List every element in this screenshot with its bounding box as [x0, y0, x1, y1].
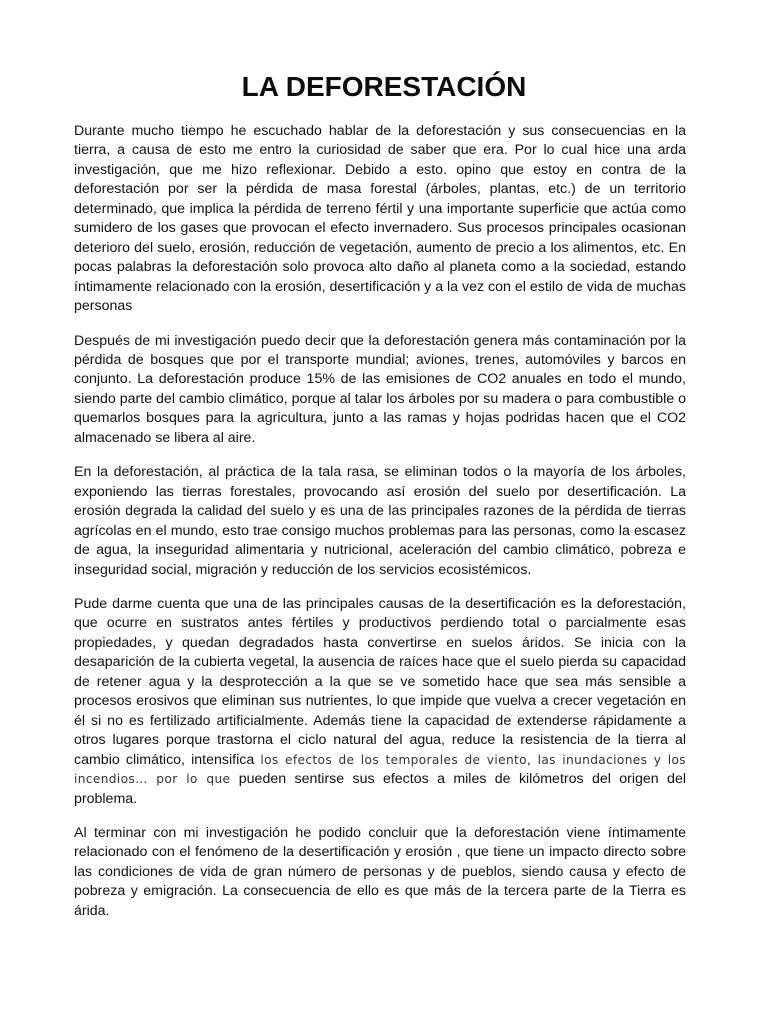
- page-title: LA DEFORESTACIÓN: [241, 71, 527, 102]
- document-body: [74, 122, 686, 936]
- paragraph-3: En la deforestación, al práctica de la tala rasa, se eliminan todos o la mayoría de los árboles, exponiendo las tierras forestales, provocando así erosión del suelo por desertificación. La erosión degrada la calidad del suelo y es una de las principales razones de la pérdida de tierras agrícolas en el mundo, esto trae consigo muchos problemas para las personas, como la escasez de agua, la inseguridad alimentaria y nutricional, aceleración del cambio climático, pobreza e inseguridad social, migración y reducción de los servicios ecosistémicos.: [74, 464, 686, 578]
- paragraph-1: Durante mucho tiempo he escuchado hablar de la deforestación y sus consecuencias en la tierra, a causa de esto me entro la curiosidad de saber que era. Por lo cual hice una arda investigación, que me hizo reflexionar. Debido a esto. opino que estoy en contra de la deforestación por ser la pérdida de masa forestal (árboles, plantas, etc.) de un territorio determinado, que implica la pérdida de terreno fértil y una importante superficie que actúa como sumidero de los gases que provocan el efecto invernadero. Sus procesos principales ocasionan deterioro del suelo, erosión, reducción de vegetación, aumento de precio a los alimentos, etc. En pocas palabras la deforestación solo provoca alto daño al planeta como a la sociedad, estando íntimamente relacionado con la erosión, desertificación y a la vez con el estilo de vida de muchas personas: [74, 123, 686, 315]
- paragraph-4-alt-font-text: los efectos de los temporales de viento, las inundaciones y los incendios… por lo que: [74, 752, 686, 787]
- paragraph-4-end-text: pueden sentirse sus efectos a miles de kilómetros del origen del problema.: [74, 771, 686, 807]
- paragraph-2: Después de mi investigación puedo decir que la deforestación genera más contaminación por la pérdida de bosques que por el transporte mundial; aviones, trenes, automóviles y barcos en conjunto. La deforestación produce 15% de las emisiones de CO2 anuales en todo el mundo, siendo parte del cambio climático, porque al talar los árboles por su madera o para combustible o quemarlos bosques para la agricultura, junto a las ramas y hojas podridas hacen que el CO2 almacenado se libera al aire.: [74, 332, 686, 446]
- paragraph-4: [74, 595, 686, 809]
- paragraph-4-main-text: Pude darme cuenta que una de las principales causas de la desertificación es la deforestación, que ocurre en sustratos antes fértiles y productivos perdiendo total o parcialmente esas propiedades, y quedan degradados hasta convertirse en suelos áridos. Se inicia con la desaparición de la cubierta vegetal, la ausencia de raíces hace que el suelo pierda su capacidad de retener agua y la desprotección a la que se ve sometido hace que sea más sensible a procesos erosivos que eliminan sus nutrientes, lo que impide que vuelva a crecer vegetación en él si no es fertilizado artificialmente. Además tiene la capacidad de extenderse rápidamente a otros lugares porque trastorna el ciclo natural del agua, reduce la resistencia de la tierra al cambio climático, intensifica: [74, 595, 686, 768]
- paragraph-5: Al terminar con mi investigación he podido concluir que la deforestación viene íntimamente relacionado con el fenómeno de la desertificación y erosión , que tiene un impacto directo sobre las condiciones de vida de gran número de personas y de pueblos, siendo causa y efecto de pobreza y emigración. La consecuencia de ello es que más de la tercera parte de la Tierra es árida.: [74, 824, 686, 919]
